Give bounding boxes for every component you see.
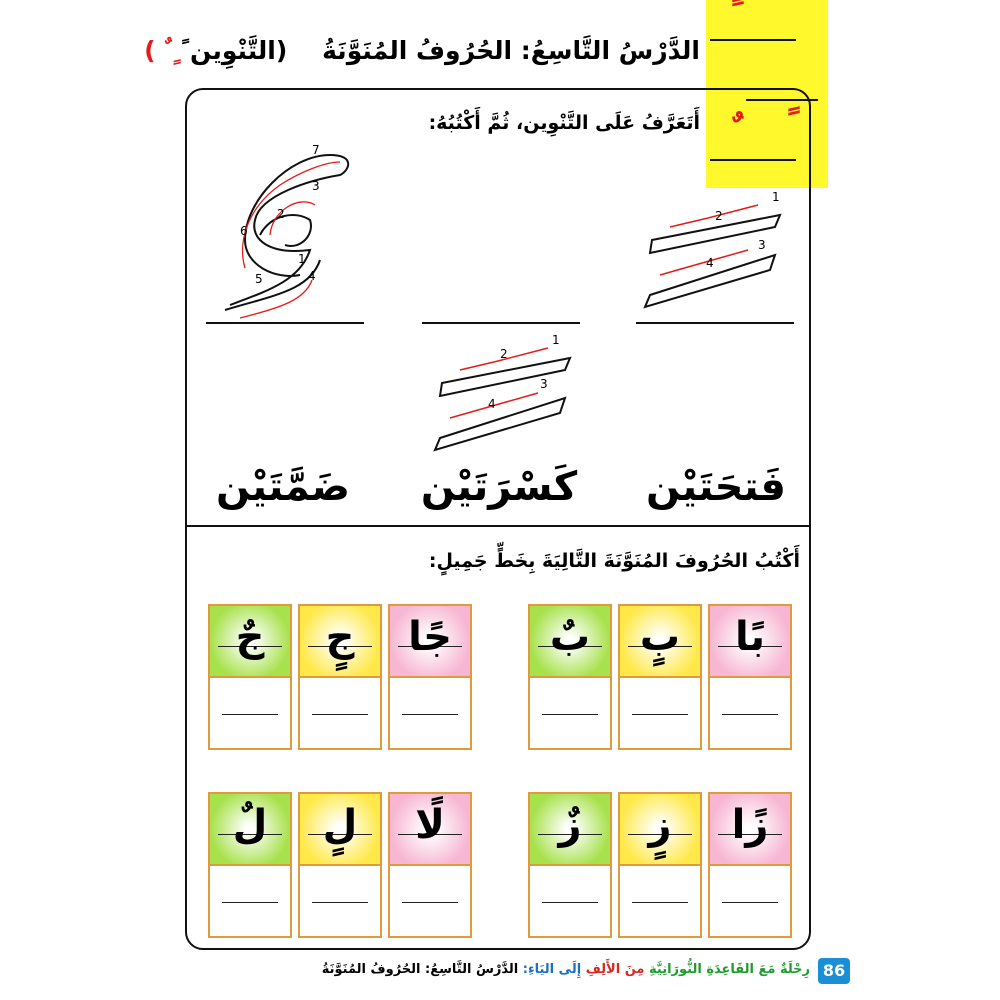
kasratan-step-3: 3 (540, 377, 548, 391)
writing-line[interactable] (722, 902, 778, 903)
word-fathatayn: فَتحَتَيْن (646, 464, 786, 510)
writing-line[interactable] (542, 902, 598, 903)
kasratan-step-1: 1 (552, 333, 560, 347)
letter-card (618, 792, 702, 938)
kasratan-step-4: 4 (488, 397, 496, 411)
letter-card (708, 604, 792, 750)
section2-instruction: أَكْتُبُ الحُرُوفَ المُنَوَّنَةَ التَّالِيَةَ بِخَطٍّ جَمِيلٍ: (428, 550, 800, 572)
writing-line[interactable] (402, 714, 458, 715)
writing-line[interactable] (222, 902, 278, 903)
footer-to-ya: إِلَى اليَاءِ: (522, 962, 582, 977)
fathatan-step-4: 4 (706, 256, 714, 270)
dammatan-step-1: 1 (298, 252, 306, 266)
writing-line[interactable] (632, 902, 688, 903)
letter-card (388, 604, 472, 750)
writing-line[interactable] (542, 714, 598, 715)
letter-zay-fathatan: زًا (731, 802, 769, 848)
letter-jim-kasratan: جٍ (325, 614, 355, 660)
fathatan-step-2: 2 (715, 209, 723, 223)
fathatan-step-1: 1 (772, 190, 780, 204)
letter-card (528, 792, 612, 938)
section-divider (185, 525, 811, 527)
letter-ba-fathatan: بًا (734, 614, 766, 660)
dammatan-step-2: 2 (277, 207, 285, 221)
fathatan-step-3: 3 (758, 238, 766, 252)
dammatan-baseline (206, 322, 364, 324)
kasratan-stroke-diagram (420, 328, 590, 463)
letter-card (208, 792, 292, 938)
letter-jim-dammatan: جٌ (235, 614, 265, 660)
letter-card (528, 604, 612, 750)
letter-card (208, 604, 292, 750)
section1-instruction: أَتَعَرَّفُ عَلَى التَّنْوِين، ثُمَّ أَكْتُبُهُ: (428, 112, 700, 134)
footer-from-alif: مِنَ الأَلِفِ (585, 962, 645, 977)
letter-jim-fathatan: جًا (408, 614, 452, 660)
dammatan-step-6: 6 (240, 224, 248, 238)
fathatan-baseline (636, 322, 794, 324)
dammatan-step-5: 5 (255, 272, 263, 286)
tanween-title-marks: ً ٍ ٌ ) (144, 36, 182, 65)
dammatan-step-3: 3 (312, 179, 320, 193)
page-number: 86 (818, 958, 850, 984)
letter-zay-dammatan: زٌ (558, 802, 582, 848)
letter-ba-kasratan: بٍ (639, 614, 681, 660)
writing-line[interactable] (402, 902, 458, 903)
letter-card (708, 792, 792, 938)
lesson-title-text: الدَّرْسُ التَّاسِعُ: الحُرُوفُ المُنَوَّنَةُ (322, 36, 700, 65)
letter-lam-kasratan: لٍ (322, 802, 358, 848)
writing-line[interactable] (312, 902, 368, 903)
writing-line[interactable] (222, 714, 278, 715)
letter-ba-dammatan: بٌ (549, 614, 591, 660)
dammatan-stroke-diagram (200, 140, 370, 320)
letter-lam-fathatan: لًا (415, 802, 445, 848)
footer-caption (322, 962, 810, 977)
practice-baseline (422, 322, 580, 324)
letter-card (298, 792, 382, 938)
letter-card (298, 604, 382, 750)
writing-line[interactable] (632, 714, 688, 715)
dammatan-step-4: 4 (308, 269, 316, 283)
lesson-title (144, 36, 700, 65)
footer-book-title: رِحْلَةٌ مَعَ القَاعِدَةِ النُّورَانِيَّةِ (649, 962, 810, 977)
letter-card (388, 792, 472, 938)
letter-card (618, 604, 702, 750)
letter-lam-dammatan: لٌ (232, 802, 268, 848)
writing-line[interactable] (722, 714, 778, 715)
writing-line[interactable] (312, 714, 368, 715)
fathatan-stroke-diagram (630, 185, 800, 320)
tanween-label: (التَّنْوِين (189, 36, 288, 65)
word-dammatayn: ضَمَّتَيْن (215, 464, 351, 510)
dammatan-step-7: 7 (312, 143, 320, 157)
footer-lesson-name: الدَّرْسُ التَّاسِعُ: الحُرُوفُ المُنَوَّنَةُ (321, 962, 519, 977)
kasratan-step-2: 2 (500, 347, 508, 361)
letter-zay-kasratan: زٍ (648, 802, 672, 848)
word-kasratayn: كَسْرَتَيْن (420, 464, 578, 510)
